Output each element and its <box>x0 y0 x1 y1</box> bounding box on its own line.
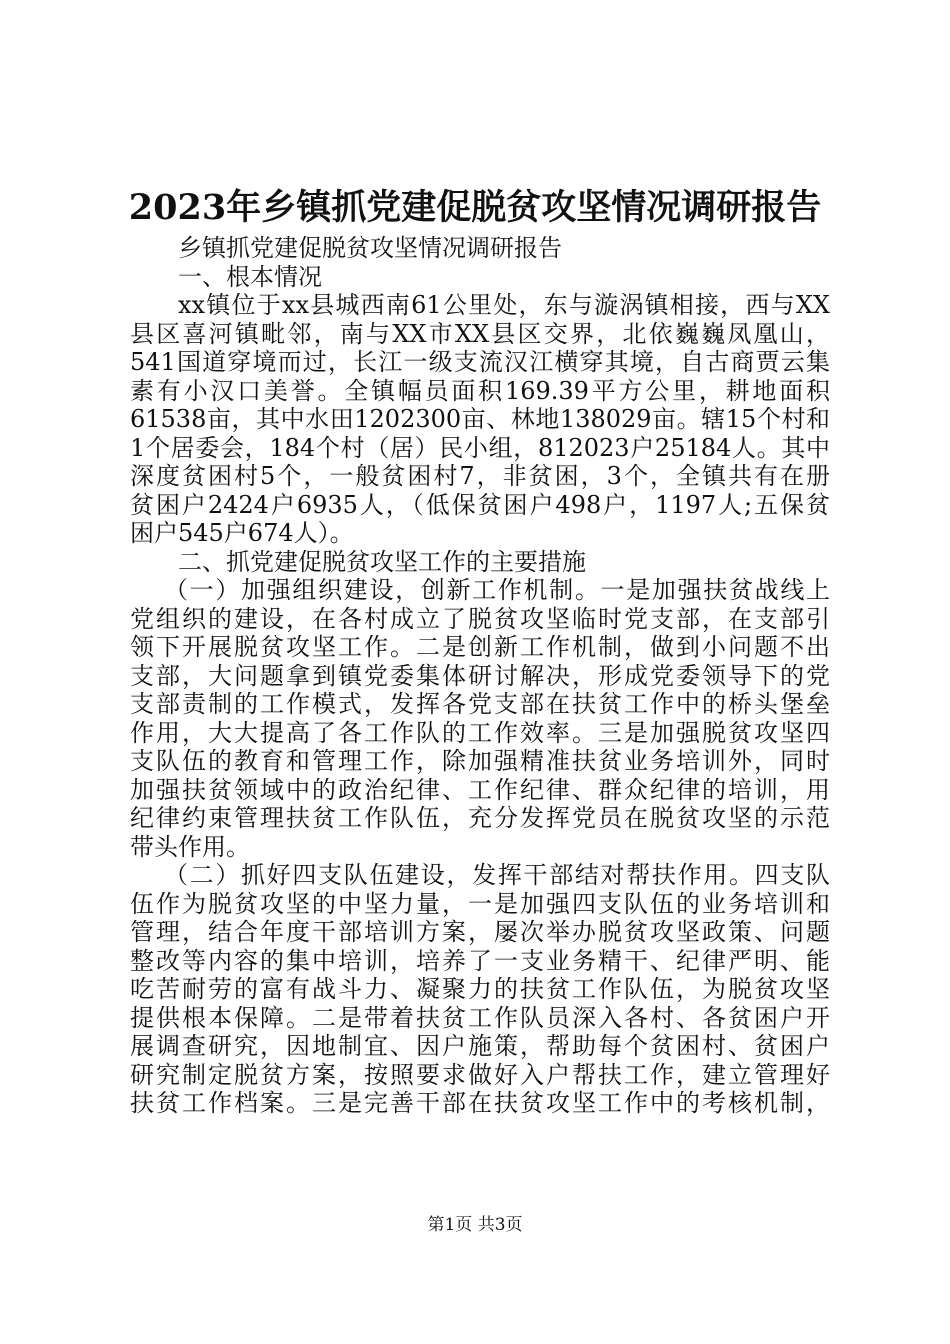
paragraph-line: 支部责制的工作模式，发挥各党支部在扶贫工作中的桥头堡垒 <box>130 690 830 718</box>
paragraph-line: 党组织的建设，在各村成立了脱贫攻坚临时党支部，在支部引 <box>130 604 830 633</box>
paragraph-line: 深度贫困村5个，一般贫困村7，非贫困，3个，全镇共有在册 <box>130 462 830 490</box>
paragraph-line: 扶贫工作档案。三是完善干部在扶贫攻坚工作中的考核机制， <box>130 1089 830 1117</box>
paragraph-line: 带头作用。 <box>130 832 250 861</box>
paragraph-line: 541国道穿境而过，长江一级支流汉江横穿其境，自古商贾云集 <box>130 348 830 376</box>
paragraph-line: 61538亩，其中水田1202300亩、林地138029亩。辖15个村和 <box>130 405 830 433</box>
paragraph-line: 县区喜河镇毗邻，南与XX市XX县区交界，北依巍巍凤凰山， <box>130 319 830 348</box>
paragraph-line: 吃苦耐劳的富有战斗力、凝聚力的扶贫工作队伍，为脱贫攻坚 <box>130 975 830 1003</box>
section-heading-1: 一、根本情况 <box>178 262 322 291</box>
page-footer: 第1页 共3页 <box>427 1215 523 1235</box>
paragraph-line: 支队伍的教育和管理工作，除加强精准扶贫业务培训外，同时 <box>130 747 830 775</box>
paragraph-line: 素有小汉口美誉。全镇幅员面积169.39平方公里，耕地面积 <box>130 376 830 405</box>
paragraph-line: （一）加强组织建设，创新工作机制。一是加强扶贫战线上 <box>164 576 830 604</box>
paragraph-line: 研究制定脱贫方案，按照要求做好入户帮扶工作，建立管理好 <box>130 1060 830 1089</box>
document-title: 2023年乡镇抓党建促脱贫攻坚情况调研报告 <box>128 187 822 228</box>
paragraph-line: 困户545户674人）。 <box>130 519 354 547</box>
paragraph-line: 整改等内容的集中培训，培养了一支业务精干、纪律严明、能 <box>130 946 830 975</box>
section-heading-2: 二、抓党建促脱贫攻坚工作的主要措施 <box>178 547 586 576</box>
paragraph-line: 加强扶贫领域中的政治纪律、工作纪律、群众纪律的培训，用 <box>130 775 830 804</box>
paragraph-line: 领下开展脱贫攻坚工作。二是创新工作机制，做到小问题不出 <box>130 633 830 661</box>
paragraph-line: 作用，大大提高了各工作队的工作效率。三是加强脱贫攻坚四 <box>130 718 830 747</box>
paragraph-line: xx镇位于xx县城西南61公里处，东与漩涡镇相接，西与XX <box>178 291 830 319</box>
paragraph-line: 贫困户2424户6935人，（低保贫困户498户，1197人;五保贫 <box>130 490 830 519</box>
paragraph-line: 支部，大问题拿到镇党委集体研讨解决，形成党委领导下的党 <box>130 661 830 690</box>
paragraph-line: 管理，结合年度干部培训方案，屡次举办脱贫攻坚政策、问题 <box>130 918 830 946</box>
subtitle-line: 乡镇抓党建促脱贫攻坚情况调研报告 <box>178 234 562 262</box>
paragraph-line: 1个居委会，184个村（居）民小组，812023户25184人。其中 <box>130 433 830 462</box>
paragraph-line: 纪律约束管理扶贫工作队伍，充分发挥党员在脱贫攻坚的示范 <box>130 804 830 832</box>
paragraph-line: 展调查研究，因地制宜、因户施策，帮助每个贫困村、贫困户 <box>130 1032 830 1060</box>
paragraph-line: 伍作为脱贫攻坚的中坚力量，一是加强四支队伍的业务培训和 <box>130 889 830 918</box>
paragraph-line: （二）抓好四支队伍建设，发挥干部结对帮扶作用。四支队 <box>164 861 830 889</box>
document-body <box>130 234 830 1118</box>
paragraph-line: 提供根本保障。二是带着扶贫工作队员深入各村、各贫困户开 <box>130 1003 830 1032</box>
